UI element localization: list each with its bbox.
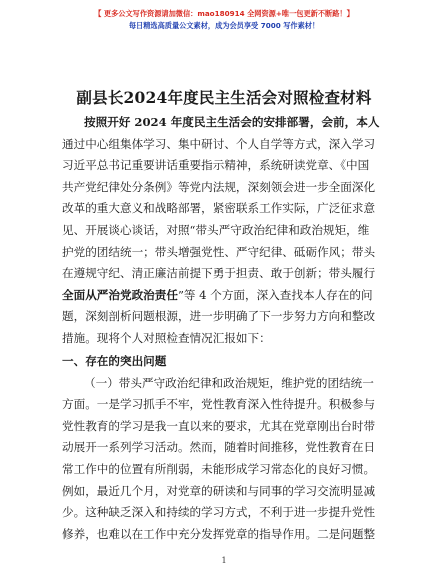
intro-line: 按照开好 2024 年度民主生活会的安排部署，会前，本人 [84,115,380,129]
section-line: 动展开一系列学习活动。然而，随着时间推移，党性教育在日 [62,440,376,455]
section-line: 党性教育的学习是我一直以来的要求，尤其在党章刚出台时带 [62,418,376,433]
intro-line: 全面从严治党政治责任”等 4 个方面，深入查找本人存在的问 [62,287,373,302]
intro-line: 共产党纪律处分条例》等党内法规，深刻领会进一步全面深化 [62,179,376,194]
document-title: 副县长2024年度民主生活会对照检查材料 [76,88,372,107]
section-line: 常工作中的位置有所削弱，未能形成学习常态化的良好习惯。 [62,461,376,476]
intro-line: 在遵规守纪、清正廉洁前提下勇于担责、敢于创新；带头履行 [62,266,376,281]
section-line: （一）带头严守政治纪律和政治规矩，维护党的团结统一 [84,375,374,390]
section-line: 修养，也难以在工作中充分发挥党章的指导作用。二是问题整 [62,526,376,541]
page-number: 1 [221,556,227,565]
intro-paragraph [62,112,392,350]
intro-line: 见、开展谈心谈话，对照“带头严守政治纪律和政治规矩，维 [62,222,370,237]
intro-line: 通过中心组集体学习、集中研讨、个人自学等方式，深入学习 [62,136,376,151]
intro-line: 习近平总书记重要讲话重要指示精神，系统研读党章、《中国 [62,158,370,173]
intro-line: 措施。现将个人对照检查情况汇报如下： [62,330,271,345]
promo-banner-top: 【 更多公文写作资源请加微信：mao180914 全网资源+唯一包更新不断路！】 [94,9,354,18]
section-line: 例如，最近几个月，对党章的研读和与同事的学习交流明显减 [62,483,376,498]
intro-line: 护党的团结统一；带头增强党性、严守纪律、砥砺作风；带头 [62,244,376,259]
section-line: 少。这种缺乏深入和持续的学习方式，不利于进一步提升党性 [62,505,376,520]
intro-line: 题，深刻剖析问题根源，进一步明确了下一步努力方向和整改 [62,309,376,324]
section-heading: 一、存在的突出问题 [62,354,167,368]
promo-banner-bottom: 每日精选高质量公文素材，成为会员享受 7000 写作素材！ [128,21,320,30]
section-one [62,351,392,545]
intro-line: 改革的重大意义和战略部署，紧密联系工作实际，广泛征求意 [62,201,376,216]
section-line: 方面。一是学习抓手不牢，党性教育深入性待提升。积极参与 [62,397,376,412]
